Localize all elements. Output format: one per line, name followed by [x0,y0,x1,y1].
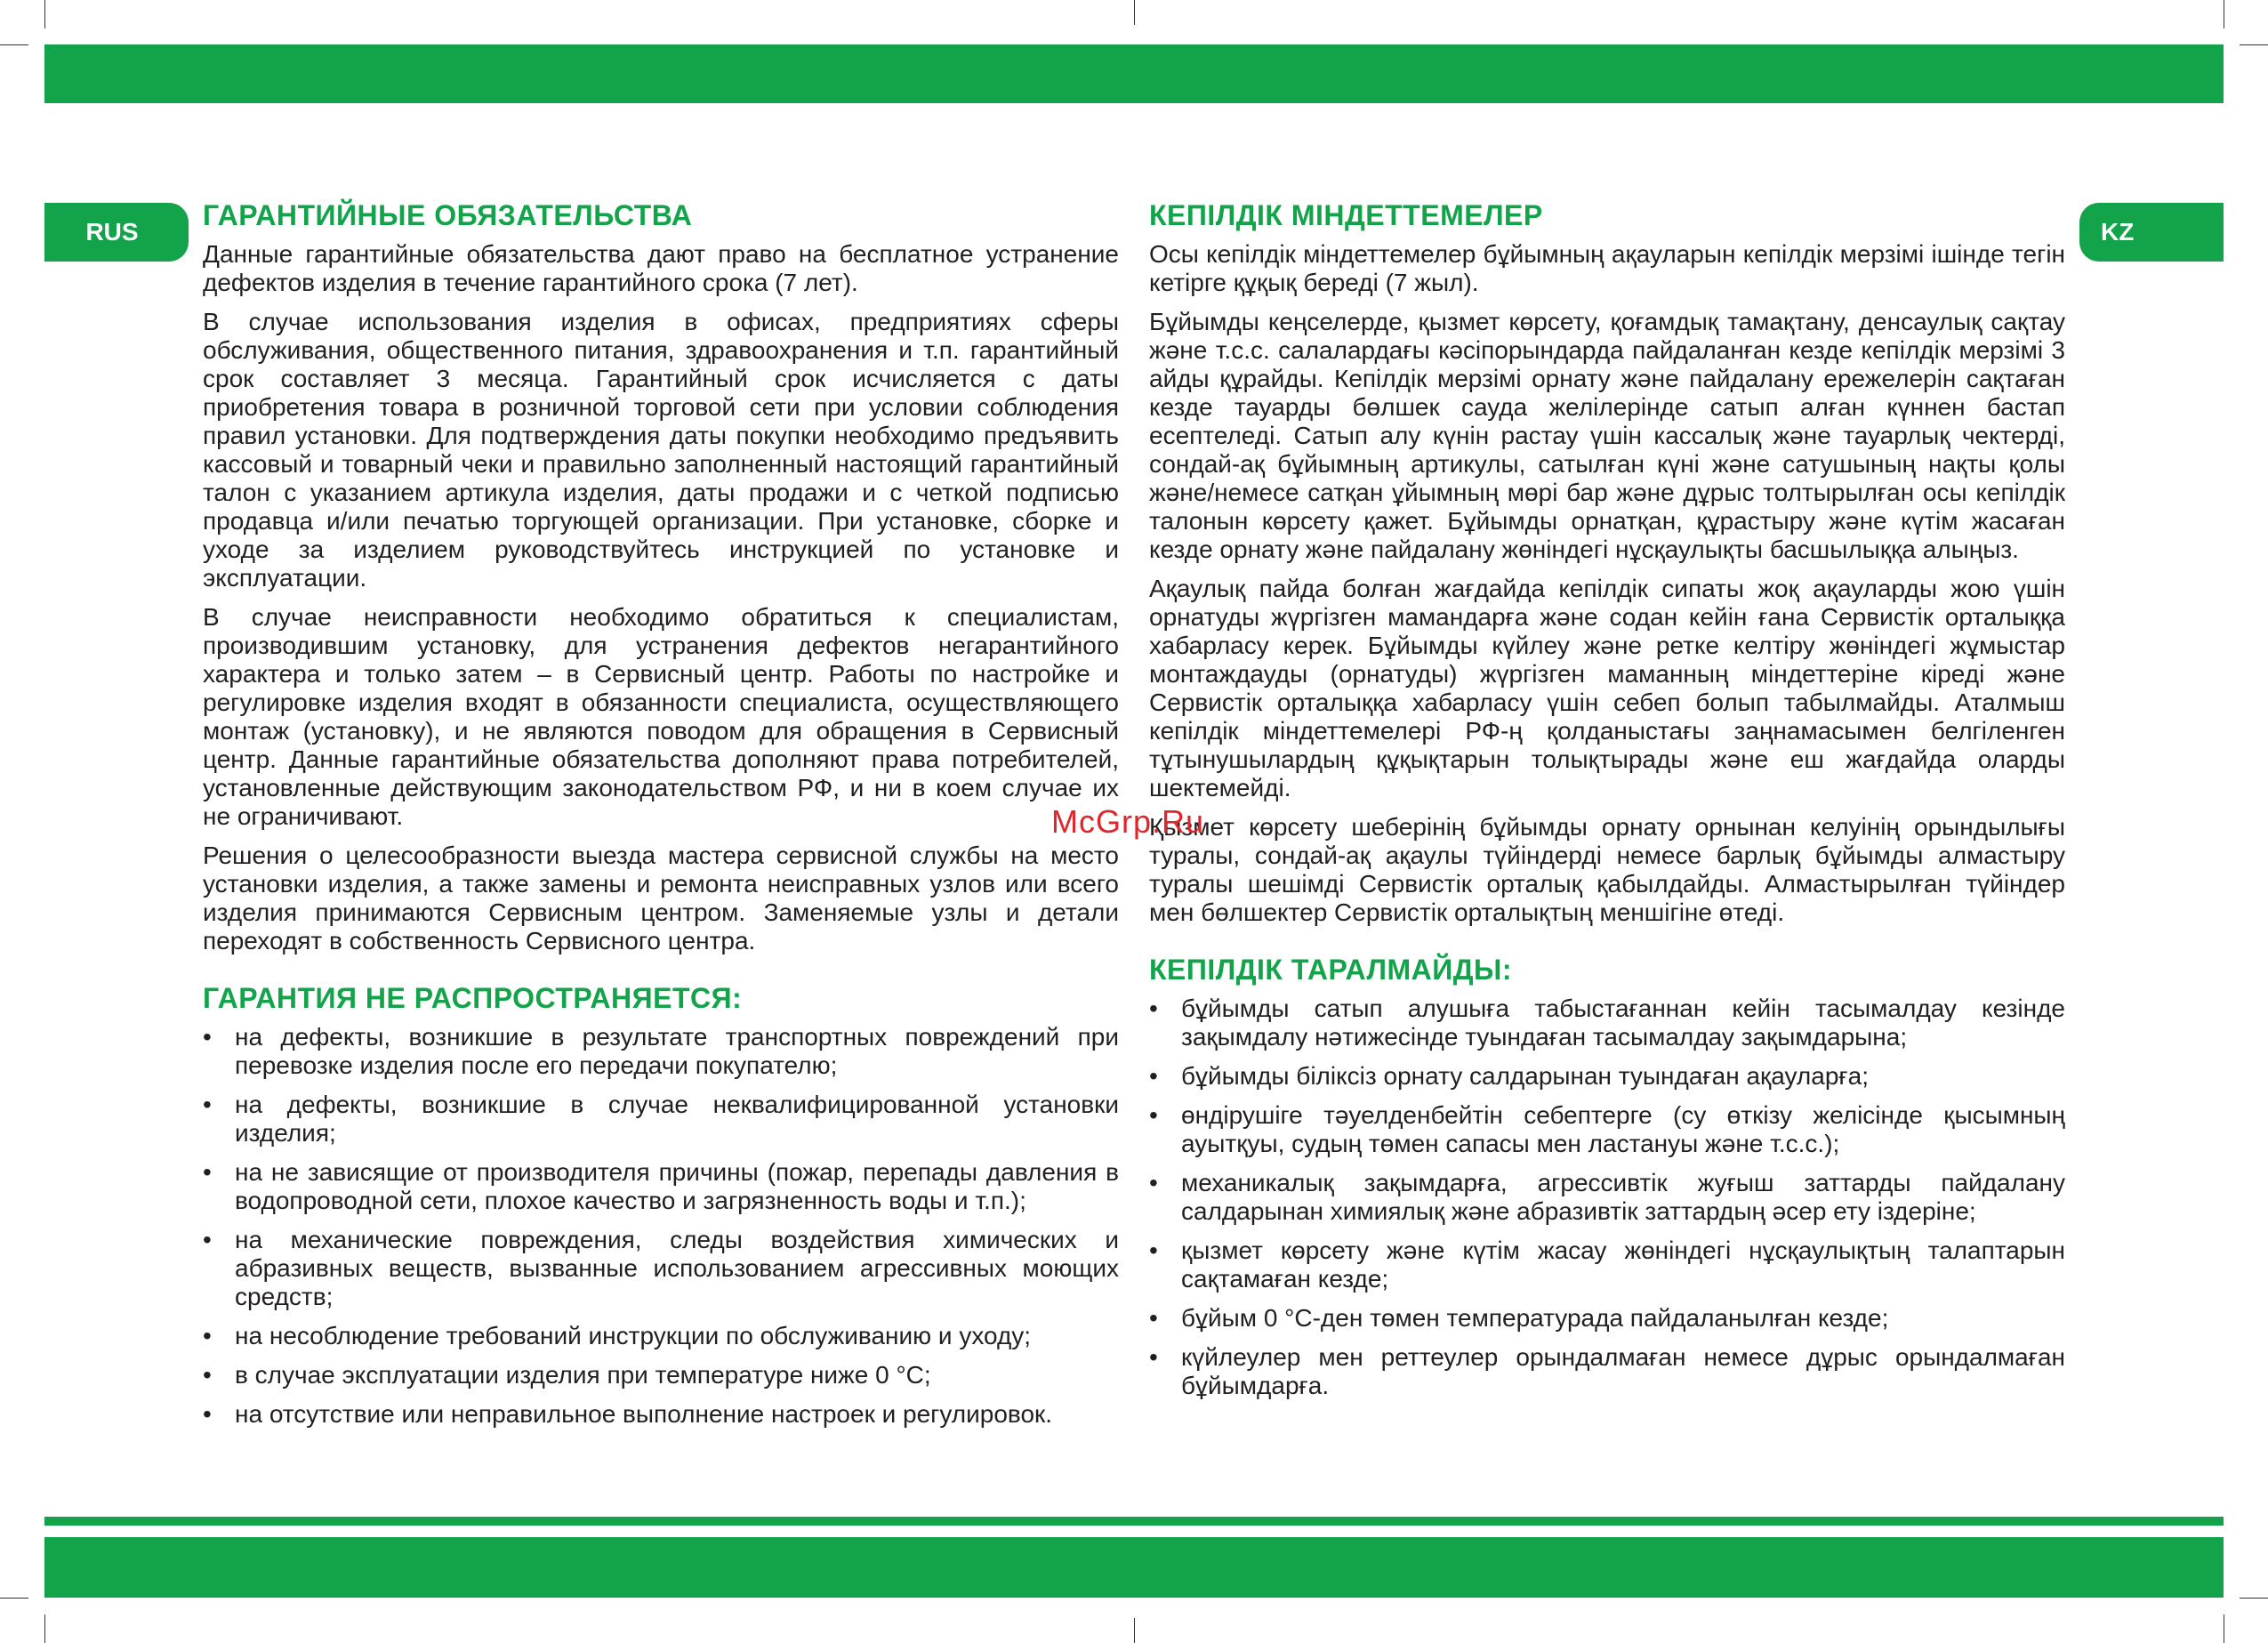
rus-section-title: ГАРАНТИЙНЫЕ ОБЯЗАТЕЛЬСТВА [203,199,693,231]
crop-mark [44,0,45,28]
list-item [1149,1236,2065,1293]
bullet: • [203,1023,212,1051]
bullet: • [1149,995,1158,1022]
list-item-text: на дефекты, возникшие в случае неквалифицированной установки изделия; [235,1091,1119,1147]
top-green-band [44,44,2224,103]
watermark: McGrp.Ru [1051,803,1205,840]
list-item-text: күйлеулер мен реттеулер орындалмаған немесе дұрыс орындалмаған бұйымдарға. [1181,1343,2065,1399]
kz-paragraph: Ақаулық пайда болған жағдайда кепілдік сипаты жоқ ақауларды жою үшін орнатуды жүргізген мамандарға және содан кейін ғана Сервистік орталыққа хабарласу керек. Бұйымды күйлеу және ретке келтіру жөніндегі жұмыстар монтаждауды (орнатуды) жүргізген маманның міндеттеріне кіреді және Сервистік орталыққа хабарласу үшін себеп болып табылмайды. Аталмыш кепілдік міндеттемелері РФ-ң қолданыстағы заңнамасымен белгіленген тұтынушылардың құқықтарын толықтырады және еш жағдайда оларды шектемейді. [1149,575,2065,801]
bullet: • [203,1226,212,1253]
list-item [1149,995,2065,1051]
bottom-green-line [44,1517,2224,1526]
list-item [1149,1101,2065,1158]
kz-paragraph: Қызмет көрсету шеберінің бұйымды орнату орнынан келуінің орындылығы туралы, сондай-ақ ақаулы түйіндерді немесе барлық бұйымды алмастыру туралы шешімді Сервистік орталық қабылдайды. Алмастырылған түйіндер мен бөлшектер Сервистік орталықтың меншігіне өтеді. [1149,813,2065,926]
crop-mark [1134,1618,1135,1643]
list-item [203,1226,1119,1311]
list-item-text: на механические повреждения, следы воздействия химических и абразивных веществ, вызванные использованием агрессивных моющих средств; [235,1226,1119,1310]
kz-paragraph: Бұйымды кеңселерде, қызмет көрсету, қоғамдық тамақтану, денсаулық сақтау және т.с.с. салалардағы кәсіпорындарда пайдаланған кезде кепілдік мерзімі 3 айды құрайды. Кепілдік мерзімі орнату және пайдалану ережелерін сақтаған кезде тауарды бөлшек сауда желілерінде сатып алған күннен бастап есептеледі. Сатып алу күнін растау үшін кассалық және тауарлық чектерді, сондай-ақ бұйымның артикулы, сатылған күні және сатушының нақты қолы және/немесе сатқан ұйымның мөрі бар және дұрыс толтырылған осы кепілдік талонын көрсету қажет. Бұйымды орнатқан, құрастыру және күтім жасаған кезде орнату және пайдалану жөніндегі нұсқаулықты басшылыққа алыңыз. [1149,308,2065,563]
list-item-text: қызмет көрсету және күтім жасау жөніндегі нұсқаулықтың талаптарын сақтамаған кезде; [1181,1236,2065,1293]
rus-exclusions-list [203,1023,1119,1429]
rus-exclusions-title: ГАРАНТИЯ НЕ РАСПРОСТРАНЯЕТСЯ: [203,982,743,1014]
rus-paragraph: Данные гарантийные обязательства дают право на бесплатное устранение дефектов изделия в течение гарантийного срока (7 лет). [203,240,1119,296]
language-tab-kz-label: KZ [2101,218,2135,246]
kz-exclusions-title: КЕПІЛДІК ТАРАЛМАЙДЫ: [1149,954,1512,986]
bottom-green-band [44,1537,2224,1598]
list-item [1149,1062,2065,1091]
crop-mark [2240,44,2268,45]
list-item-text: на дефекты, возникшие в результате транспортных повреждений при перевозке изделия после его передачи покупателю; [235,1023,1119,1079]
list-item-text: механикалық зақымдарға, агрессивтік жуғыш заттарды пайдалану салдарынан химиялық және абразивтік заттардың әсер ету іздеріне; [1181,1169,2065,1225]
bullet: • [1149,1062,1158,1090]
rus-paragraph: В случае неисправности необходимо обратиться к специалистам, производившим установку, для устранения дефектов негарантийного характера и только затем – в Сервисный центр. Работы по настройке и регулировке изделия входят в обязанности специалиста, осуществляющего монтаж (установку), и не являются поводом для обращения в Сервисный центр. Данные гарантийные обязательства дополняют права потребителей, установленные действующим законодательством РФ, и ни в коем случае их не ограничивают. [203,603,1119,830]
bullet: • [1149,1304,1158,1332]
bullet: • [203,1400,212,1428]
list-item [1149,1304,2065,1333]
crop-mark [0,44,28,45]
kz-column [1149,197,2065,1411]
language-tab-rus [44,203,189,262]
bullet: • [1149,1101,1158,1129]
list-item-text: на несоблюдение требований инструкции по обслуживанию и уходу; [235,1322,1032,1349]
rus-column [203,197,1119,1439]
list-item-text: өндірушіге тәуелденбейтін себептерге (су өткізу желісінде қысымның ауытқуы, судың төмен сапасы мен ластануы және т.с.с.); [1181,1101,2065,1157]
list-item [203,1158,1119,1215]
crop-mark [44,1615,45,1643]
bullet: • [203,1322,212,1349]
list-item [203,1400,1119,1429]
list-item [203,1023,1119,1080]
rus-paragraph: Решения о целесообразности выезда мастера сервисной службы на место установки изделия, а также замены и ремонта неисправных узлов или всего изделия принимаются Сервисным центром. Заменяемые узлы и детали переходят в собственность Сервисного центра. [203,842,1119,954]
language-tab-kz [2079,203,2224,262]
list-item-text: бұйымды біліксіз орнату салдарынан туындаған ақауларға; [1181,1062,1869,1090]
language-tab-rus-label: RUS [85,218,139,246]
list-item [1149,1343,2065,1400]
bullet: • [1149,1343,1158,1371]
list-item-text: в случае эксплуатации изделия при температуре ниже 0 °С; [235,1361,931,1389]
kz-section-title: КЕПІЛДІК МІНДЕТТЕМЕЛЕР [1149,199,1543,231]
list-item [203,1091,1119,1148]
list-item-text: на не зависящие от производителя причины (пожар, перепады давления в водопроводной сети, плохое качество и загрязненность воды и т.п.); [235,1158,1119,1214]
kz-exclusions-list [1149,995,2065,1400]
crop-mark [1134,0,1135,25]
list-item [1149,1169,2065,1226]
crop-mark [2240,1598,2268,1599]
crop-mark [0,1598,28,1599]
bullet: • [203,1158,212,1186]
list-item-text: на отсутствие или неправильное выполнение настроек и регулировок. [235,1400,1053,1428]
list-item-text: бұйымды сатып алушыға табыстағаннан кейін тасымалдау кезінде зақымдалу нәтижесінде туындаған тасымалдау зақымдарына; [1181,995,2065,1051]
rus-paragraph: В случае использования изделия в офисах, предприятиях сферы обслуживания, общественного питания, здравоохранения и т.п. гарантийный срок составляет 3 месяца. Гарантийный срок исчисляется с даты приобретения товара в розничной торговой сети при условии соблюдения правил установки. Для подтверждения даты покупки необходимо предъявить кассовый и товарный чеки и правильно заполненный настоящий гарантийный талон с указанием артикула изделия, даты продажи и с четкой подписью продавца и/или печатью торгующей организации. При установке, сборке и уходе за изделием руководствуйтесь инструкцией по установке и эксплуатации. [203,308,1119,592]
list-item [203,1361,1119,1389]
bullet: • [1149,1169,1158,1196]
bullet: • [1149,1236,1158,1264]
bullet: • [203,1091,212,1118]
list-item-text: бұйым 0 °С-ден төмен температурада пайдаланылған кезде; [1181,1304,1889,1332]
list-item [203,1322,1119,1350]
bullet: • [203,1361,212,1389]
kz-paragraph: Осы кепілдік міндеттемелер бұйымның ақауларын кепілдік мерзімі ішінде тегін кетірге құқық береді (7 жыл). [1149,240,2065,296]
